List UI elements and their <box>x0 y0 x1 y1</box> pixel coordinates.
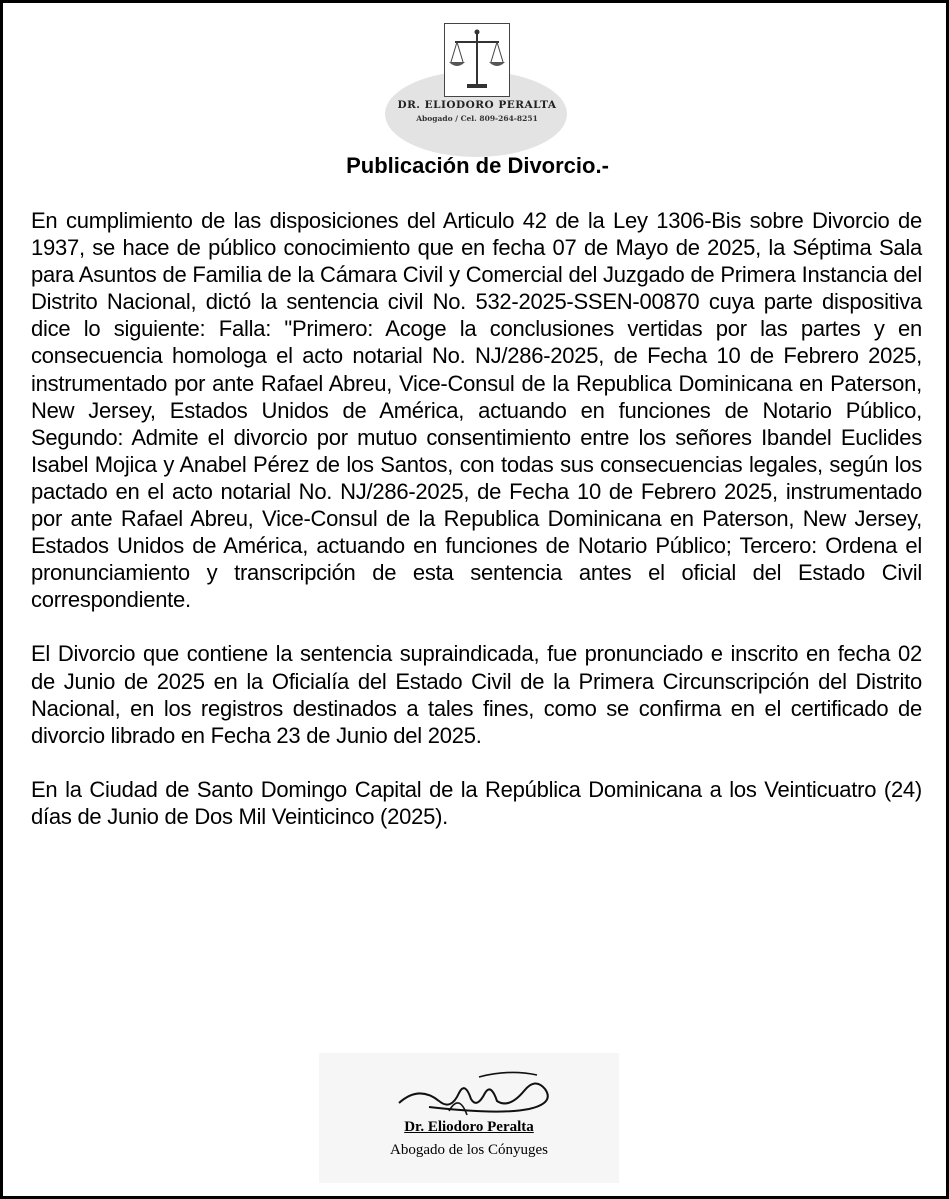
paragraph-place-date: En la Ciudad de Santo Domingo Capital de la República Dominicana a los Veinticuatro (24) días de Junio de Dos Mil Veinticinco (2025). <box>31 776 922 829</box>
logo-subtitle: Abogado / Cel. 809-264-8251 <box>416 114 538 123</box>
signature-block <box>319 1053 619 1183</box>
paragraph-ruling: En cumplimiento de las disposiciones del Articulo 42 de la Ley 1306-Bis sobre Divorcio de 1937, se hace de público conocimiento que en fecha 07 de Mayo de 2025, la Séptima Sala para Asuntos de Familia de la Cámara Civil y Comercial del Juzgado de Primera Instancia del Distrito Nacional, dictó la sentencia civil No. 532-2025-SSEN-00870 cuya parte dispositiva dice lo siguiente: Falla: "Primero: Acoge la conclusiones vertidas por las partes y en consecuencia homologa el acto notarial No. NJ/286-2025, de Fecha 10 de Febrero 2025, instrumentado por ante Rafael Abreu, Vice-Consul de la Republica Dominicana en Paterson, New Jersey, Estados Unidos de América, actuando en funciones de Notario Público, Segundo: Admite el divorcio por mutuo consentimiento entre los señores Ibandel Euclides Isabel Mojica y Anabel Pérez de los Santos, con todas sus consecuencias legales, según los pactado en el acto notarial No. NJ/286-2025, de Fecha 10 de Febrero 2025, instrumentado por ante Rafael Abreu, Vice-Consul de la Republica Dominicana en Paterson, New Jersey, Estados Unidos de América, actuando en funciones de Notario Público; Tercero: Ordena el pronunciamiento y transcripción de esta sentencia antes el oficial del Estado Civil correspondiente. <box>31 208 922 613</box>
page-title: Publicación de Divorcio.- <box>346 153 609 178</box>
lawyer-logo <box>383 23 571 143</box>
logo-name: DR. ELIODORO PERALTA <box>397 99 557 111</box>
handwritten-signature-icon <box>359 1063 579 1123</box>
document-body <box>31 207 922 857</box>
signatory-name: Dr. Eliodoro Peralta <box>404 1119 534 1135</box>
scales-of-justice-icon <box>444 23 510 97</box>
signatory-role: Abogado de los Cónyuges <box>390 1142 548 1158</box>
paragraph-registration: El Divorcio que contiene la sentencia supraindicada, fue pronunciado e inscrito en fecha 02 de Junio de 2025 en la Oficialía del Estado Civil de la Primera Circunscripción del Distrito Nacional, en los registros destinados a tales fines, como se confirma en el certificado de divorcio librado en Fecha 23 de Junio del 2025. <box>31 641 922 748</box>
